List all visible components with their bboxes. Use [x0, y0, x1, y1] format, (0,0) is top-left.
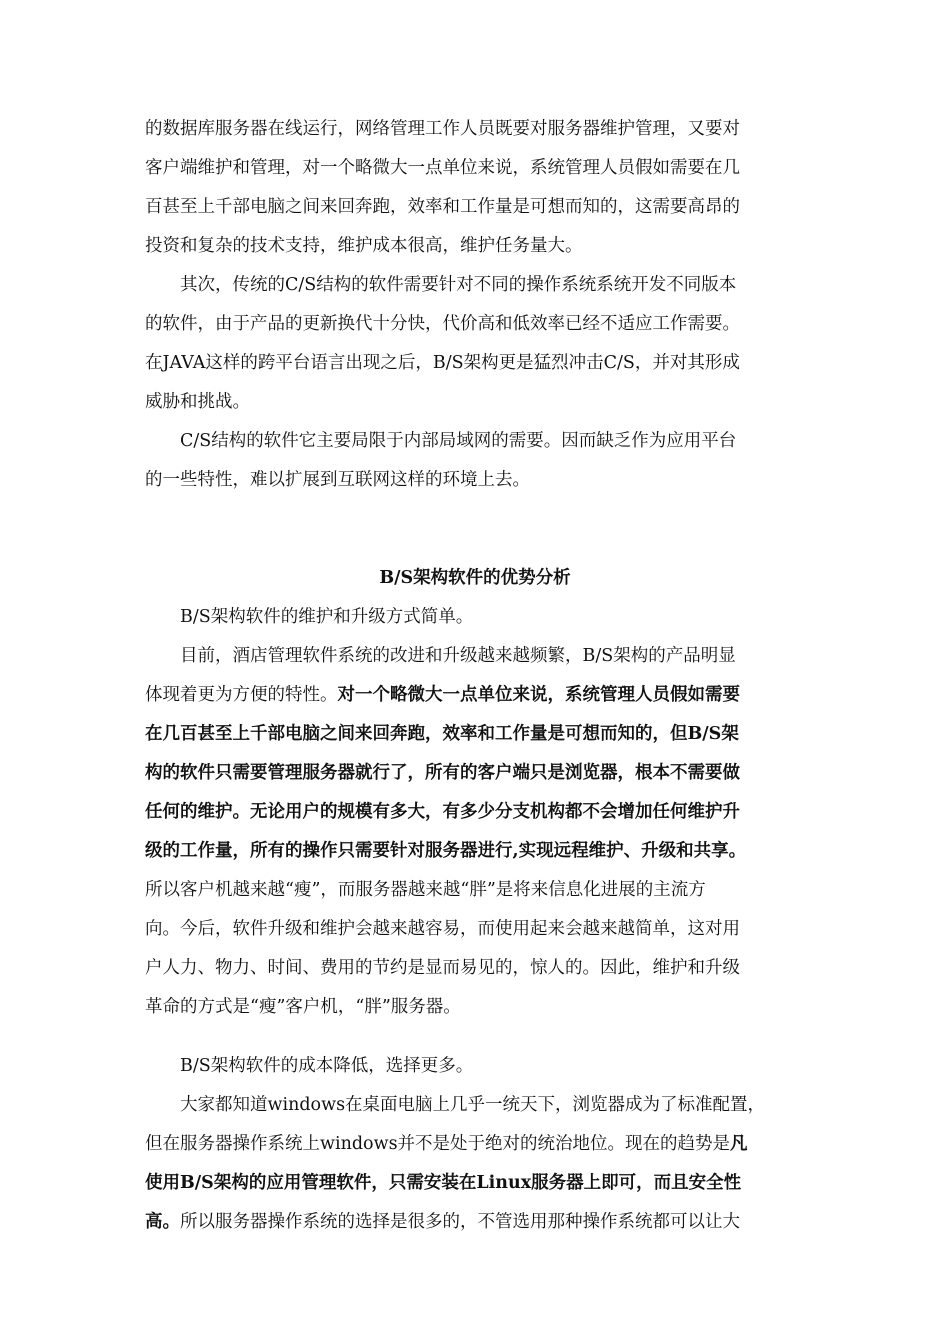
para7-line4-normal: 所以服务器操作系统的选择是很多的，不管选用那种操作系统都可以让大	[180, 1212, 740, 1232]
para7-line3: 使用B/S架构的应用管理软件，只需安装在Linux服务器上即可，而且安全性	[145, 1173, 742, 1193]
para7-line1: 大家都知道windows在桌面电脑上几乎一统天下，浏览器成为了标准配置，	[180, 1095, 766, 1115]
para5-line10: 革命的方式是“瘦”客户机，“胖”服务器。	[145, 997, 461, 1017]
para7-line4	[145, 1203, 805, 1241]
para4-line1: B/S架构软件的维护和升级方式简单。	[180, 607, 474, 627]
para2-line1: 其次，传统的C/S结构的软件需要针对不同的操作系统系统开发不同版本	[180, 275, 737, 295]
para6-line1: B/S架构软件的成本降低，选择更多。	[180, 1056, 474, 1076]
para2-line3: 在JAVA这样的跨平台语言出现之后，B/S架构更是猛烈冲击C/S，并对其形成	[145, 353, 740, 373]
para1-line3: 百甚至上千部电脑之间来回奔跑，效率和工作量是可想而知的，这需要高昂的	[145, 197, 740, 217]
para5-line8: 向。今后，软件升级和维护会越来越容易，而使用起来会越来越简单，这对用	[145, 919, 740, 939]
para7-line2-normal: 但在服务器操作系统上windows并不是处于绝对的统治地位。现在的趋势是	[145, 1134, 731, 1154]
para5-line3: 在几百甚至上千部电脑之间来回奔跑，效率和工作量是可想而知的，但B/S架	[145, 724, 739, 744]
para3-line1: C/S结构的软件它主要局限于内部局域网的需要。因而缺乏作为应用平台	[180, 431, 737, 451]
para5-line2-normal: 体现着更为方便的特性。	[145, 685, 338, 705]
para5-line6: 级的工作量，所有的操作只需要针对服务器进行,实现远程维护、升级和共享。	[145, 841, 747, 861]
para2-line4: 威胁和挑战。	[145, 392, 250, 412]
para1-line2: 客户端维护和管理，对一个略微大一点单位来说，系统管理人员假如需要在几	[145, 158, 740, 178]
para5-line9: 户人力、物力、时间、费用的节约是显而易见的，惊人的。因此，维护和升级	[145, 958, 740, 978]
para5-line7: 所以客户机越来越“瘦”，而服务器越来越“胖”是将来信息化进展的主流方	[145, 880, 706, 900]
para1-line4: 投资和复杂的技术支持，维护成本很高，维护任务量大。	[145, 236, 583, 256]
para2-line2: 的软件，由于产品的更新换代十分快，代价高和低效率已经不适应工作需要。	[145, 314, 740, 334]
para1-line1: 的数据库服务器在线运行，网络管理工作人员既要对服务器维护管理，又要对	[145, 119, 740, 139]
para5-line4: 构的软件只需要管理服务器就行了，所有的客户端只是浏览器，根本不需要做	[145, 763, 740, 783]
para7-line4-bold: 高。	[145, 1212, 180, 1232]
para5-line5: 任何的维护。无论用户的规模有多大，有多少分支机构都不会增加任何维护升	[145, 802, 740, 822]
para7-line2-bold: 凡	[730, 1134, 748, 1154]
para5-line1: 目前，酒店管理软件系统的改进和升级越来越频繁，B/S架构的产品明显	[180, 646, 736, 666]
section-title: B/S架构软件的优势分析	[379, 568, 571, 588]
para5-line2	[145, 676, 805, 714]
para3-line2: 的一些特性，难以扩展到互联网这样的环境上去。	[145, 470, 530, 490]
para5-line2-bold: 对一个略微大一点单位来说，系统管理人员假如需要	[337, 685, 740, 705]
para7-line2	[145, 1125, 805, 1163]
